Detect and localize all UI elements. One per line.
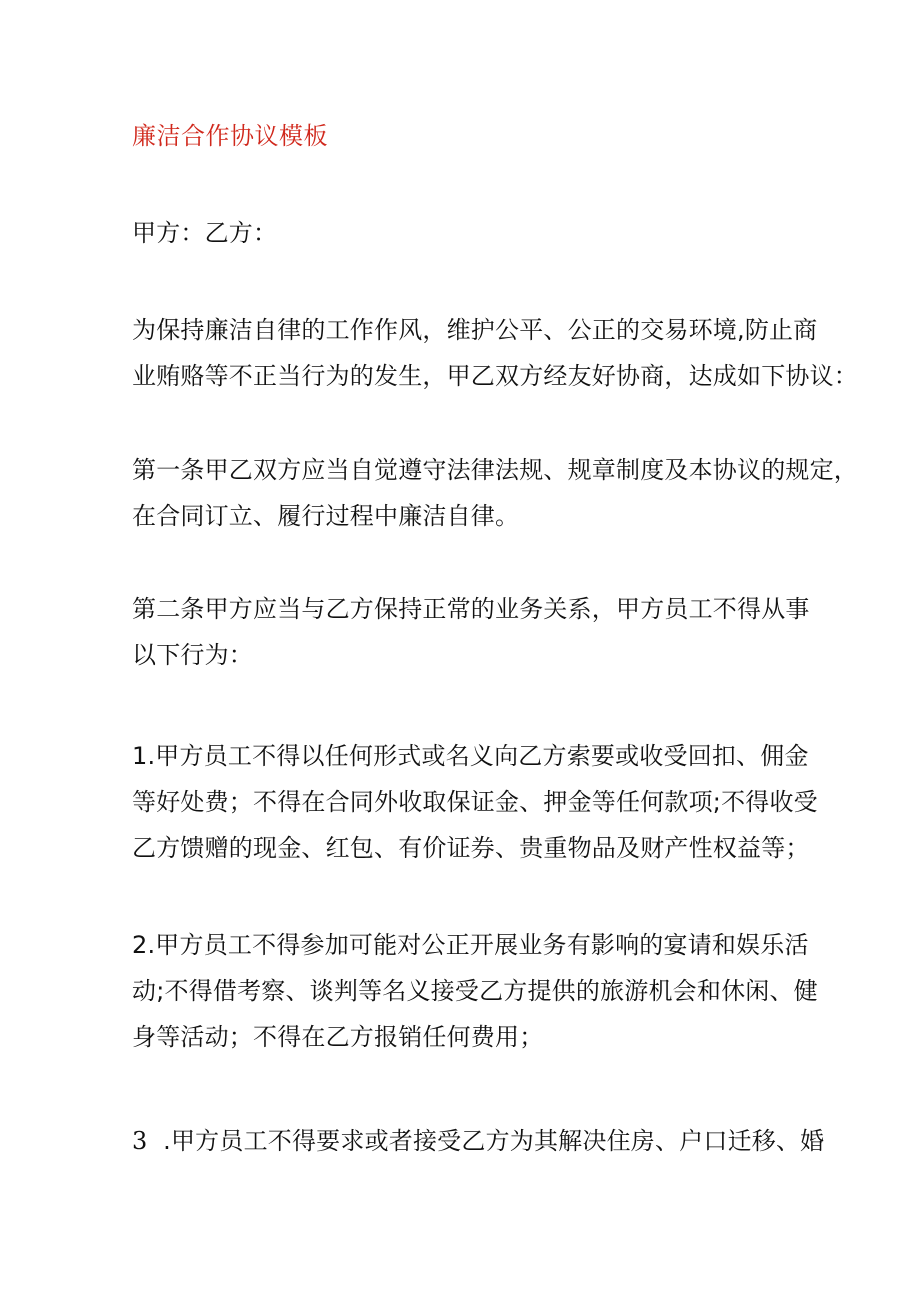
- article-1-paragraph: [132, 447, 858, 539]
- article-1-line: 第一条甲乙双方应当自觉遵守法律法规、规章制度及本协议的规定，: [132, 456, 858, 484]
- item-1-line: 等好处费；不得在合同外收取保证金、押金等任何款项;不得收受: [132, 788, 818, 816]
- item-3-number: 3: [132, 1127, 148, 1155]
- item-1-line: 乙方馈赠的现金、红包、有价证券、贵重物品及财产性权益等；: [132, 834, 810, 862]
- item-2-paragraph: [132, 922, 832, 1060]
- article-1-line: 在合同订立、履行过程中廉洁自律。: [132, 502, 520, 530]
- item-3-text: .甲方员工不得要求或者接受乙方为其解决住房、户口迁移、婚: [163, 1127, 825, 1155]
- intro-paragraph: [132, 307, 858, 399]
- item-3-line: [132, 1118, 832, 1164]
- parties-text: 甲方：乙方：: [132, 219, 278, 247]
- intro-line: 业贿赂等不正当行为的发生，甲乙双方经友好协商，达成如下协议：: [132, 362, 858, 390]
- item-1-paragraph: [132, 733, 832, 871]
- document-title: 廉洁合作协议模板: [132, 122, 328, 150]
- intro-line: 为保持廉洁自律的工作作风，维护公平、公正的交易环境,防止商: [132, 316, 818, 344]
- article-2-line: 第二条甲方应当与乙方保持正常的业务关系，甲方员工不得从事: [132, 595, 810, 623]
- item-3-paragraph: [132, 1118, 832, 1164]
- article-2-line: 以下行为：: [132, 641, 253, 669]
- item-2-line: 动;不得借考察、谈判等名义接受乙方提供的旅游机会和休闲、健: [132, 977, 818, 1005]
- item-1-line: 1.甲方员工不得以任何形式或名义向乙方索要或收受回扣、佣金: [132, 742, 809, 770]
- parties-line: [132, 210, 832, 256]
- item-2-line: 身等活动；不得在乙方报销任何费用；: [132, 1023, 544, 1051]
- item-2-line: 2.甲方员工不得参加可能对公正开展业务有影响的宴请和娱乐活: [132, 931, 809, 959]
- article-2-paragraph: [132, 586, 832, 678]
